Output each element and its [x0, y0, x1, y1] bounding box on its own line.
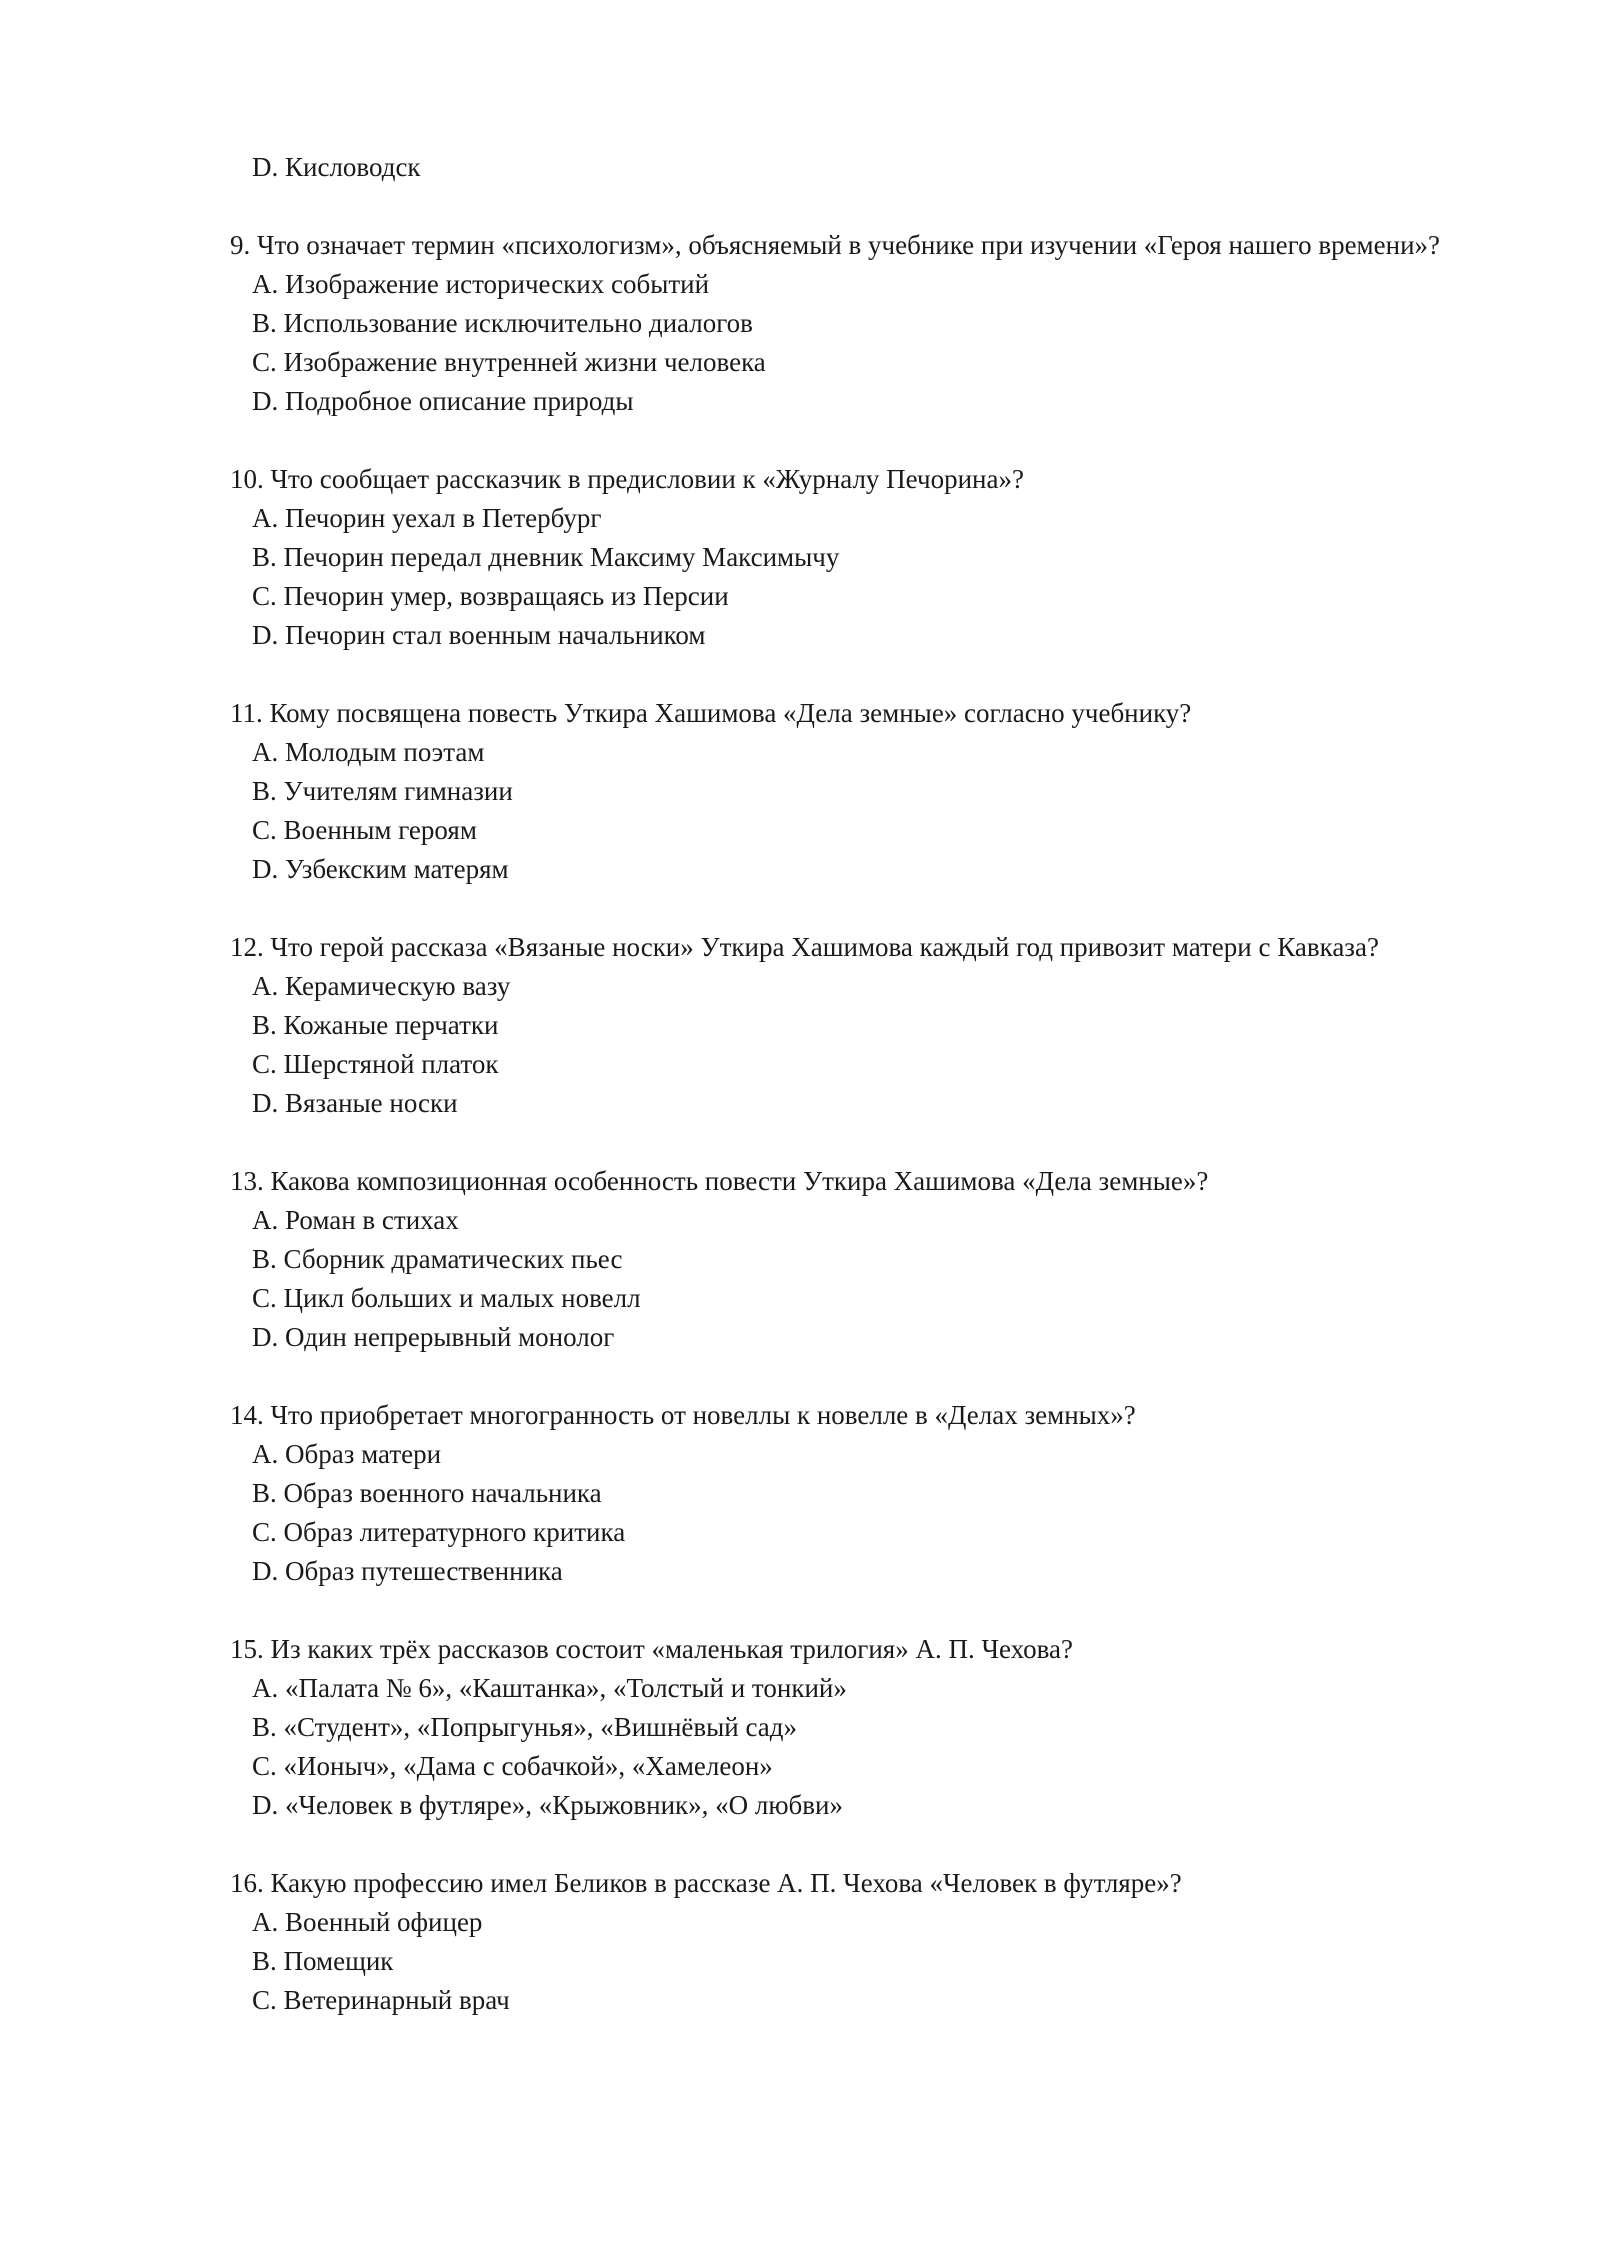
question-11	[230, 694, 1450, 889]
question-text: 15. Из каких трёх рассказов состоит «маленькая трилогия» А. П. Чехова?	[230, 1634, 1073, 1664]
answer-option: C. Военным героям	[252, 815, 477, 845]
question-text: 10. Что сообщает рассказчик в предисловии к «Журналу Печорина»?	[230, 464, 1024, 494]
question-14	[230, 1396, 1450, 1591]
answer-option: B. Образ военного начальника	[252, 1478, 602, 1508]
answer-option: D. Один непрерывный монолог	[252, 1322, 615, 1352]
answer-option: A. Военный офицер	[252, 1907, 483, 1937]
answer-option: A. Изображение исторических событий	[252, 269, 710, 299]
answer-option: C. «Ионыч», «Дама с собачкой», «Хамелеон»	[252, 1751, 773, 1781]
answer-option: B. Сборник драматических пьес	[252, 1244, 623, 1274]
answer-option: C. Печорин умер, возвращаясь из Персии	[252, 581, 729, 611]
answer-option: C. Шерстяной платок	[252, 1049, 499, 1079]
answer-option: B. Кожаные перчатки	[252, 1010, 499, 1040]
answer-option: C. Образ литературного критика	[252, 1517, 626, 1547]
answer-option: B. Использование исключительно диалогов	[252, 308, 753, 338]
question-text: 16. Какую профессию имел Беликов в рассказе А. П. Чехова «Человек в футляре»?	[230, 1868, 1182, 1898]
answer-option: D. Вязаные носки	[252, 1088, 458, 1118]
document-page	[230, 148, 1450, 2020]
answer-option: A. Образ матери	[252, 1439, 442, 1469]
answer-option: C. Ветеринарный врач	[252, 1985, 510, 2015]
answer-option: A. Печорин уехал в Петербург	[252, 503, 602, 533]
answer-option: A. Керамическую вазу	[252, 971, 511, 1001]
answer-option: B. Помещик	[252, 1946, 394, 1976]
answer-option: B. Учителям гимназии	[252, 776, 513, 806]
answer-option: B. «Студент», «Попрыгунья», «Вишнёвый сад»	[252, 1712, 798, 1742]
answer-option: D. Образ путешественника	[252, 1556, 563, 1586]
question-text: 9. Что означает термин «психологизм», объясняемый в учебнике при изучении «Героя нашего времени»?	[230, 230, 1441, 260]
answer-option: C. Цикл больших и малых новелл	[252, 1283, 641, 1313]
question-text: 13. Какова композиционная особенность повести Уткира Хашимова «Дела земные»?	[230, 1166, 1209, 1196]
question-13	[230, 1162, 1450, 1357]
question-9	[230, 226, 1450, 421]
answer-option: D. Кисловодск	[252, 152, 421, 182]
question-text: 11. Кому посвящена повесть Уткира Хашимова «Дела земные» согласно учебнику?	[230, 698, 1192, 728]
question-10	[230, 460, 1450, 655]
answer-option: D. Печорин стал военным начальником	[252, 620, 706, 650]
question-12	[230, 928, 1450, 1123]
answer-option: D. Узбекским матерям	[252, 854, 509, 884]
question-text: 12. Что герой рассказа «Вязаные носки» Уткира Хашимова каждый год привозит матери с Кавказа?	[230, 932, 1379, 962]
question-15	[230, 1630, 1450, 1825]
answer-option: B. Печорин передал дневник Максиму Максимычу	[252, 542, 840, 572]
answer-option: A. Роман в стихах	[252, 1205, 459, 1235]
question-16	[230, 1864, 1450, 2020]
answer-option: A. «Палата № 6», «Каштанка», «Толстый и тонкий»	[252, 1673, 847, 1703]
answer-option: C. Изображение внутренней жизни человека	[252, 347, 766, 377]
answer-option: A. Молодым поэтам	[252, 737, 485, 767]
answer-option: D. «Человек в футляре», «Крыжовник», «О любви»	[252, 1790, 843, 1820]
question-text: 14. Что приобретает многогранность от новеллы к новелле в «Делах земных»?	[230, 1400, 1136, 1430]
answer-option: D. Подробное описание природы	[252, 386, 634, 416]
